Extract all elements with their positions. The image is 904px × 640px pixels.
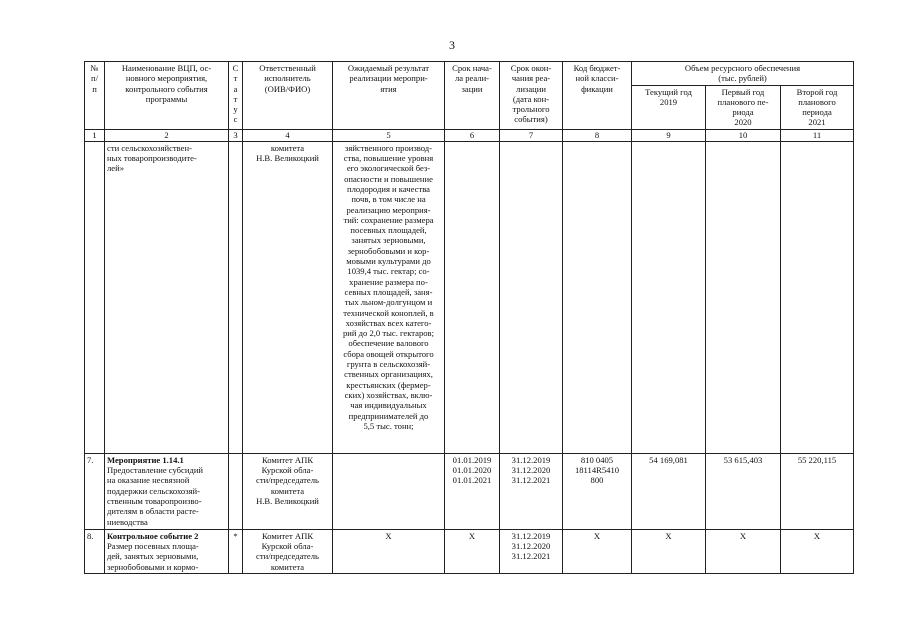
column-number: 4 [243, 129, 333, 141]
header-start: Срок нача- ла реали- зации [445, 62, 500, 130]
column-number: 10 [706, 129, 781, 141]
page-number: 3 [449, 38, 455, 52]
cell-name [105, 529, 229, 573]
cell-end: 31.12.2019 31.12.2020 31.12.2021 [500, 529, 563, 573]
cell-year-2021: 55 220,115 [781, 453, 854, 529]
cell-year-2020: Х [706, 529, 781, 573]
cell-start: Х [445, 529, 500, 573]
cell-status [229, 141, 243, 453]
event-description: Размер посевных площа- дей, занятых зерновыми, зернобобовыми и кормо- [107, 541, 199, 572]
column-number: 8 [563, 129, 632, 141]
header-budget-code: Код бюджет- ной класси- фикации [563, 62, 632, 130]
event-title: Мероприятие 1.14.1 [107, 454, 184, 465]
header-end: Срок окон- чания реа- лизации (дата кон- трольного события) [500, 62, 563, 130]
column-number: 11 [781, 129, 854, 141]
cell-name [105, 453, 229, 529]
cell-year-2021 [781, 141, 854, 453]
cell-status: * [229, 529, 243, 573]
cell-year-2020: 53 615,403 [706, 453, 781, 529]
cell-status [229, 453, 243, 529]
table-row [85, 453, 854, 529]
cell-start [445, 141, 500, 453]
cell-responsible: Комитет АПК Курской обла- сти/председатель комитета Н.В. Великоцкий [243, 453, 333, 529]
column-number: 6 [445, 129, 500, 141]
cell-num [85, 141, 105, 453]
header-responsible: Ответственный исполнитель (ОИВ/ФИО) [243, 62, 333, 130]
column-number: 1 [85, 129, 105, 141]
event-title: Контрольное событие 2 [107, 530, 199, 541]
header-result: Ожидаемый результат реализации меропри- ятия [333, 62, 445, 130]
cell-name: сти сельскохозяйствен- ных товаропроизводите- лей» [105, 141, 229, 453]
cell-responsible: комитета Н.В. Великоцкий [243, 141, 333, 453]
header-year-first: Первый год планового пе- риода 2020 [706, 85, 781, 129]
column-number: 5 [333, 129, 445, 141]
header-name: Наименование ВЦП, ос- новного мероприятия, контрольного события программы [105, 62, 229, 130]
column-number: 7 [500, 129, 563, 141]
cell-result: зяйственного производ- ства, повышение уровня его экологической без- опасности и повышение плодородия и качества почв, в том числе на реализацию мероприя- тий: сохранение размера посевных площадей, занятых зерновыми, зернобобовыми и кор- мовыми культурами до 1039,4 тыс. гектар; со- хранение размера по- севных площадей, заня- тых льном-долгунцом и технической коноплей, в хозяйствах всех катего- рий до 2,0 тыс. гектаров; обеспечение валового сбора овощей открытого грунта в сельскохозяй- ственных организациях, крестьянских (фермер- ских) хозяйствах, вклю- чая индивидуальных предпринимателей до 5,5 тыс. тонн; [333, 141, 445, 453]
cell-year-2020 [706, 141, 781, 453]
header-num: № п/ п [85, 62, 105, 130]
column-number-row [85, 129, 854, 141]
cell-year-2021: Х [781, 529, 854, 573]
cell-result [333, 453, 445, 529]
cell-start: 01.01.2019 01.01.2020 01.01.2021 [445, 453, 500, 529]
cell-year-2019 [632, 141, 706, 453]
cell-budget-code: Х [563, 529, 632, 573]
column-number: 2 [105, 129, 229, 141]
header-status: С т а т у с [229, 62, 243, 130]
header-row-top [85, 62, 854, 86]
cell-year-2019: 54 169,081 [632, 453, 706, 529]
cell-num: 7. [85, 453, 105, 529]
table-row-continuation [85, 141, 854, 453]
header-resources: Объем ресурсного обеспечения (тыс. рублей) [632, 62, 854, 86]
cell-result: Х [333, 529, 445, 573]
cell-num: 8. [85, 529, 105, 573]
cell-budget-code [563, 141, 632, 453]
header-year-current: Текущий год 2019 [632, 85, 706, 129]
table-row [85, 529, 854, 573]
cell-end: 31.12.2019 31.12.2020 31.12.2021 [500, 453, 563, 529]
cell-responsible: Комитет АПК Курской обла- сти/председатель комитета [243, 529, 333, 573]
header-year-second: Второй год планового периода 2021 [781, 85, 854, 129]
cell-budget-code: 810 0405 18114R5410 800 [563, 453, 632, 529]
cell-end [500, 141, 563, 453]
event-description: Предоставление субсидий на оказание несвязной поддержки сельскохозяй- ственным товаропроизво- дителям в области расте- ниеводства [107, 465, 204, 527]
cell-year-2019: Х [632, 529, 706, 573]
column-number: 9 [632, 129, 706, 141]
program-plan-table [84, 61, 854, 574]
column-number: 3 [229, 129, 243, 141]
